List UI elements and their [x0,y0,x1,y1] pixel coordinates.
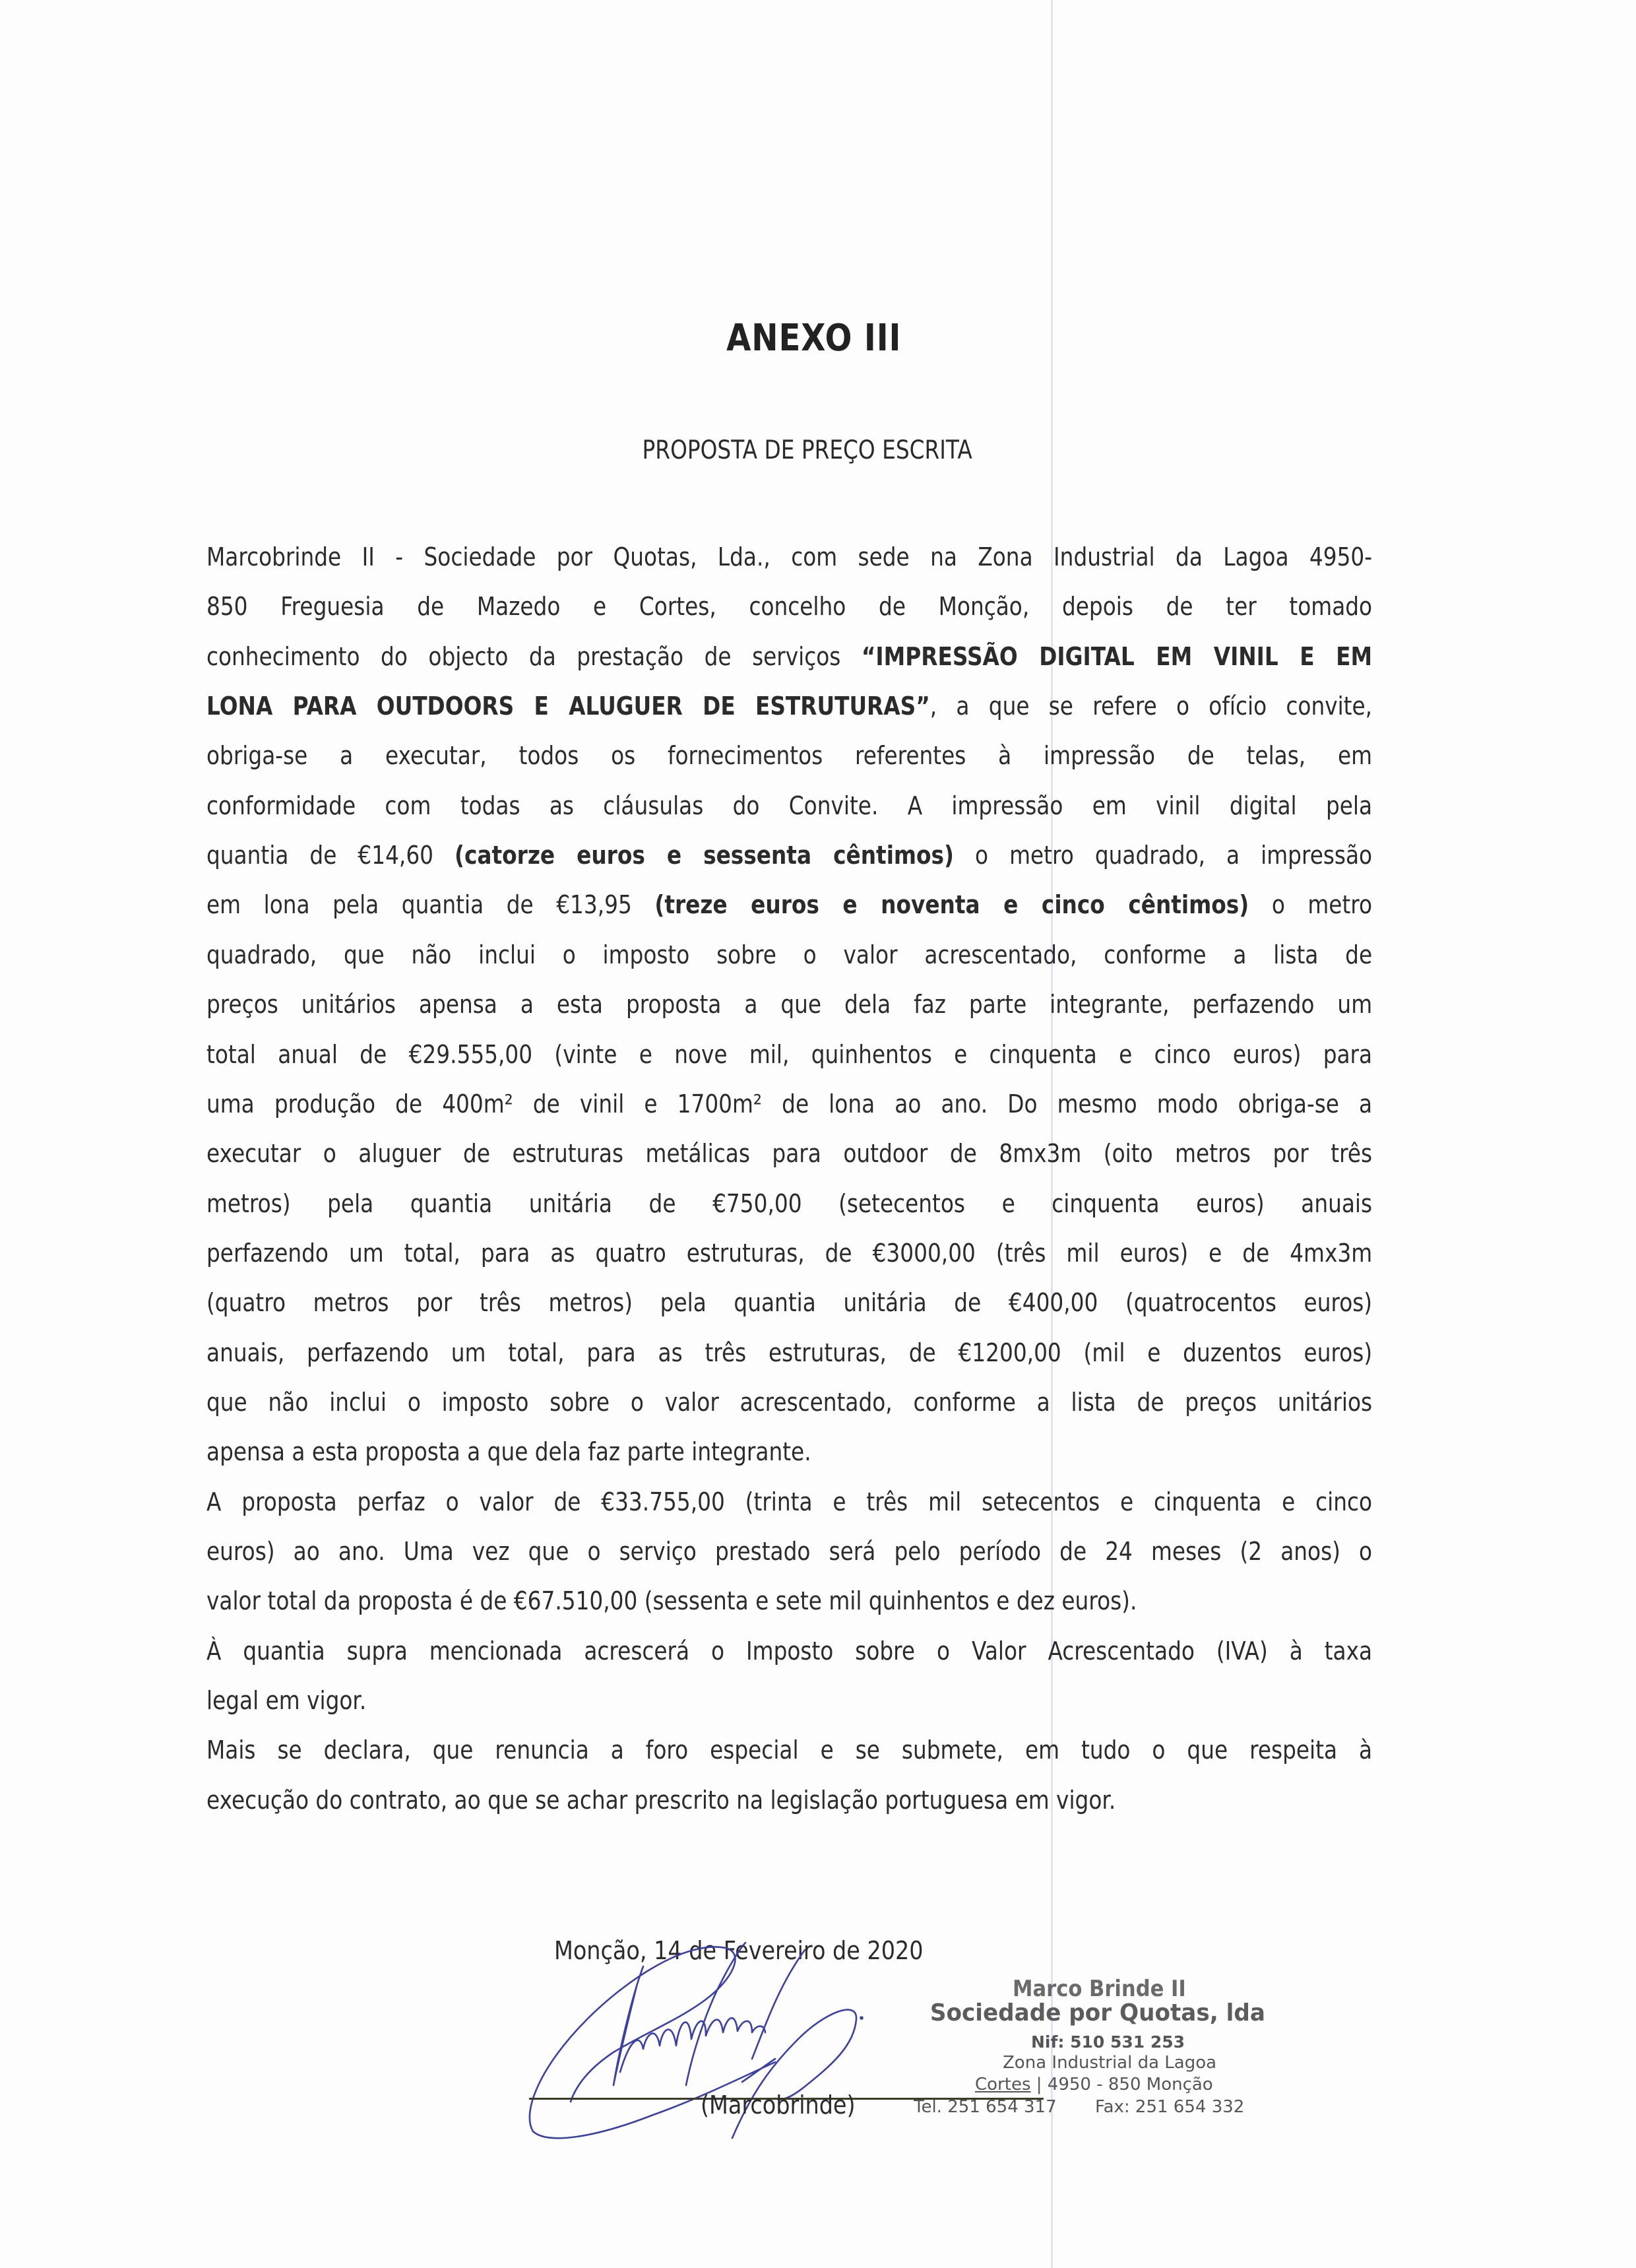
body-text: conformidade com todas as cláusulas do Convite. A impressão em vinil digital pela [206,791,1373,820]
body-text: , a que se refere o ofício convite, [929,692,1373,721]
stamp-address-locality: Cortes [975,2075,1031,2094]
body-text: em lona pela quantia de €13,95 [206,890,655,920]
body-text: preços unitários apensa a esta proposta a que dela faz parte integrante, perfazendo um [206,990,1373,1020]
body-text: valor total da proposta é de €67.510,00 (sessenta e sete mil quinhentos e dez euros). [206,1586,1137,1616]
body-text: que não inclui o imposto sobre o valor acrescentado, conforme a lista de preços unitários [206,1387,1373,1417]
body-text: perfazendo um total, para as quatro estruturas, de €3000,00 (três mil euros) e de 4mx3m [206,1238,1373,1268]
body-text: quadrado, que não inclui o imposto sobre o valor acrescentado, conforme a lista de [206,940,1373,969]
signer-name: (Marcobrinde) [701,2090,856,2120]
body-text: Marcobrinde II - Sociedade por Quotas, Lda., com sede na Zona Industrial da Lagoa 4950- [206,542,1373,571]
body-text: executar o aluguer de estruturas metálicas para outdoor de 8mx3m (oito metros por três [206,1139,1373,1169]
stamp-fax: Fax: 251 654 332 [1095,2097,1245,2117]
body-text: euros) ao ano. Uma vez que o serviço prestado será pelo período de 24 meses (2 anos) o [206,1537,1373,1566]
body-text: o metro quadrado, a impressão [954,841,1373,870]
body-text: o metro [1249,890,1373,920]
stamp-telephone: Tel. 251 654 317 [914,2097,1057,2117]
document-subtitle: PROPOSTA DE PREÇO ESCRITA [642,436,972,465]
body-text: À quantia supra mencionada acrescerá o Imposto sobre o Valor Acrescentado (IVA) à taxa [206,1636,1373,1666]
body-text: anuais, perfazendo um total, para as três estruturas, de €1200,00 (mil e duzentos euros) [206,1338,1373,1367]
body-bold-text: LONA PARA OUTDOORS E ALUGUER DE ESTRUTURAS” [206,692,930,721]
body-text: obriga-se a executar, todos os fornecimentos referentes à impressão de telas, em [206,741,1373,771]
body-bold-text: (catorze euros e sessenta cêntimos) [455,841,955,870]
body-text: conhecimento do objecto da prestação de serviços [206,641,862,671]
body-text: 850 Freguesia de Mazedo e Cortes, concelho de Monção, depois de ter tomado [206,592,1373,622]
body-bold-text: (treze euros e noventa e cinco cêntimos) [654,890,1249,920]
stamp-address-postcode: | 4950 - 850 Monção [1030,2075,1213,2094]
body-text: metros) pela quantia unitária de €750,00 (setecentos e cinquenta euros) anuais [206,1188,1373,1218]
document-title: ANEXO III [726,317,902,360]
stamp-company-type: Sociedade por Quotas, lda [929,1999,1265,2026]
body-text: quantia de €14,60 [206,841,455,870]
body-text: uma produção de 400m² de vinil e 1700m² de lona ao ano. Do mesmo modo obriga-se a [206,1089,1373,1118]
stamp-company-name: Marco Brinde II [1013,1976,1186,2002]
stamp-nif: Nif: 510 531 253 [1031,2032,1185,2052]
body-text: legal em vigor. [206,1686,367,1716]
stamp-address-line2 [975,2075,1213,2094]
body-text: total anual de €29.555,00 (vinte e nove mil, quinhentos e cinquenta e cinco euros) para [206,1039,1373,1069]
body-text: apensa a esta proposta a que dela faz parte integrante. [206,1437,811,1467]
body-text: Mais se declara, que renuncia a foro especial e se submete, em tudo o que respeita à [206,1735,1373,1765]
body-bold-text: “IMPRESSÃO DIGITAL EM VINIL E EM [861,641,1373,671]
body-text: A proposta perfaz o valor de €33.755,00 (trinta e três mil setecentos e cinquenta e cinco [206,1487,1373,1516]
date-line: Monção, 14 de Fevereiro de 2020 [554,1936,924,1965]
stamp-address-line1: Zona Industrial da Lagoa [1003,2053,1217,2073]
body-text: (quatro metros por três metros) pela quantia unitária de €400,00 (quatrocentos euros) [206,1288,1373,1318]
body-text: execução do contrato, ao que se achar prescrito na legislação portuguesa em vigor. [206,1785,1116,1815]
